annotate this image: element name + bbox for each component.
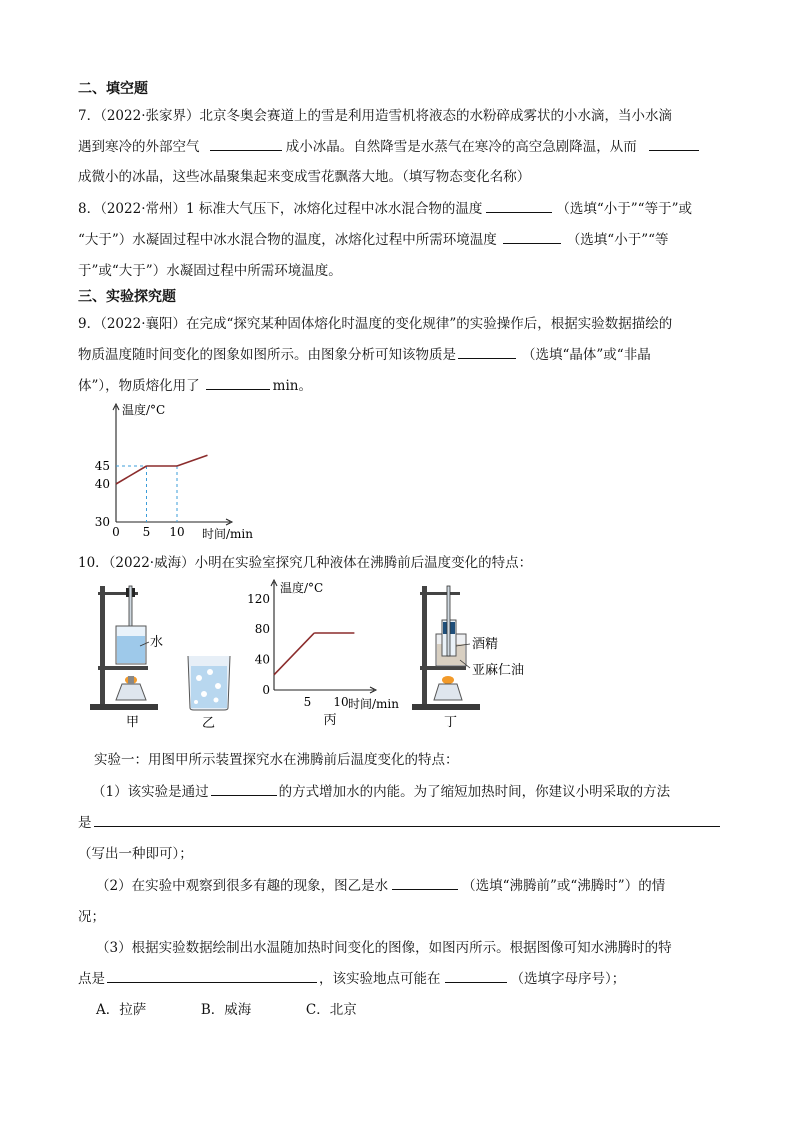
exp1-q3-options xyxy=(96,998,357,1018)
q10-s3-text-b: 点是 xyxy=(78,971,105,987)
q8-line-3: 于”或“大于”）水凝固过程中所需环境温度。 xyxy=(78,263,342,279)
fig-yi-beaker xyxy=(184,650,234,730)
fig-label-bing: 丙 xyxy=(323,713,337,728)
fig-label-water: 水 xyxy=(150,635,164,650)
exp1-q2-line1 xyxy=(96,874,665,894)
q9-text-3b: min。 xyxy=(272,378,312,394)
exp1-q3-line2 xyxy=(78,967,625,987)
exp1-q1-line3: （写出一种即可）； xyxy=(78,846,193,862)
y-tick-label: 45 xyxy=(94,459,110,473)
q10-blank-5[interactable] xyxy=(445,968,507,983)
q10-intro: 10．（2022·威海）小明在实验室探究几种液体在沸腾前后温度变化的特点： xyxy=(78,555,533,571)
q9-text-3a: 体”），物质熔化用了 xyxy=(78,378,200,394)
x-tick-label: 10 xyxy=(169,525,185,539)
fig-ding-apparatus xyxy=(412,580,542,728)
fig-label-alcohol: 酒精 xyxy=(472,637,499,652)
y-axis-label: 温度/°C xyxy=(280,581,324,595)
y-tick-label: 30 xyxy=(94,515,110,529)
q10-s2-text-b: （选填“沸腾前”或“沸腾时”）的情 xyxy=(462,878,666,894)
y-tick-label: 120 xyxy=(247,591,270,606)
q8-blank-2[interactable] xyxy=(503,229,561,244)
q10-blank-3[interactable] xyxy=(392,875,458,890)
q7-blank-1[interactable] xyxy=(210,136,282,151)
q9-text-2a: 物质温度随时间变化的图象如图所示。由图象分析可知该物质是 xyxy=(78,347,456,363)
q10-s3-text-c: ，该实验地点可能在 xyxy=(319,971,441,987)
q10-s1-text-a: （1）该实验是通过 xyxy=(92,784,209,800)
x-tick-label: 5 xyxy=(142,525,151,539)
q9-line-1: 9．（2022·襄阳）在完成“探究某种固体熔化时温度的变化规律”的实验操作后，根据实验数据描绘的 xyxy=(78,316,673,332)
exp1-q3-line1: （3）根据实验数据绘制出水温随加热时间变化的图像，如图丙所示。根据图像可知水沸腾时的特 xyxy=(96,940,672,956)
q10-blank-4[interactable] xyxy=(107,968,317,983)
q10-s2-text-a: （2）在实验中观察到很多有趣的现象，图乙是水 xyxy=(96,878,389,894)
option-c[interactable]: C．北京 xyxy=(305,1002,357,1018)
q10-s1-text-b: 的方式增加水的内能。为了缩短加热时间，你建议小明采取的方法 xyxy=(278,784,671,800)
section-title-fill-in: 二、填空题 xyxy=(78,81,148,97)
y-tick-label: 40 xyxy=(94,477,110,491)
fig-bing-boiling-chart xyxy=(247,578,410,728)
series-segment xyxy=(274,633,314,675)
series-segment xyxy=(177,455,208,466)
q7-line-2 xyxy=(78,135,699,155)
fig-jia-apparatus xyxy=(90,580,180,728)
exp1-q1-line1 xyxy=(92,780,670,800)
q7-blank-2[interactable] xyxy=(649,136,699,151)
q9-blank-2[interactable] xyxy=(206,375,270,390)
q8-text-1a: 8．（2022·常州）1 标准大气压下，冰熔化过程中冰水混合物的温度 xyxy=(78,201,483,217)
q8-text-1b: （选填“小于”“等于”或 xyxy=(556,201,692,217)
q9-text-2b: （选填“晶体”或“非晶 xyxy=(522,347,651,363)
fig-label-jia: 甲 xyxy=(126,715,140,730)
q7-text-2a: 遇到寒冷的外部空气 xyxy=(78,139,200,155)
q10-s3-text-d: （选填字母序号）； xyxy=(510,971,626,987)
q9-chart-svg xyxy=(90,400,290,545)
exp1-q2-line2: 况； xyxy=(78,909,105,925)
q7-text-2b: 成小冰晶。自然降雪是水蒸气在寒冷的高空急剧降温，从而 xyxy=(285,139,637,155)
q7-line-3: 成微小的冰晶，这些冰晶聚集起来变成雪花飘落大地。（填写物态变化名称） xyxy=(78,169,531,185)
exp1-title: 实验一：用图甲所示装置探究水在沸腾前后温度变化的特点： xyxy=(94,752,459,768)
x-axis-label: 时间/min xyxy=(348,697,399,711)
y-tick-label: 40 xyxy=(254,652,270,667)
q8-text-2b: （选填“小于”“等 xyxy=(566,232,669,248)
exp1-q1-line2 xyxy=(78,811,720,831)
y-axis-label: 温度/°C xyxy=(122,403,166,417)
series-segment xyxy=(116,466,147,484)
x-tick-label: 0 xyxy=(112,525,120,539)
option-a[interactable]: A．拉萨 xyxy=(96,1002,147,1018)
q9-blank-1[interactable] xyxy=(458,344,516,359)
bing-chart-svg xyxy=(247,578,410,728)
q9-melting-chart xyxy=(90,400,290,545)
fig-label-ding: 丁 xyxy=(444,715,458,730)
fig-label-oil: 亚麻仁油 xyxy=(472,663,525,678)
section-title-experiment: 三、实验探究题 xyxy=(78,289,176,305)
q9-line-3 xyxy=(78,374,312,394)
option-b[interactable]: B．威海 xyxy=(200,1002,252,1018)
y-tick-label: 0 xyxy=(262,683,270,697)
y-tick-label: 80 xyxy=(254,622,270,637)
q10-blank-1[interactable] xyxy=(211,781,277,796)
q9-line-2 xyxy=(78,343,651,363)
q10-blank-2[interactable] xyxy=(94,812,720,827)
q10-s1-text-c: 是 xyxy=(78,815,92,831)
x-tick-label: 10 xyxy=(333,695,349,709)
q8-line-2 xyxy=(78,228,669,248)
q8-text-2a: “大于”）水凝固过程中冰水混合物的温度，冰熔化过程中所需环境温度 xyxy=(78,232,497,248)
q7-line-1: 7．（2022·张家界）北京冬奥会赛道上的雪是利用造雪机将液态的水粉碎成雾状的小水滴，当小水滴 xyxy=(78,108,672,124)
x-tick-label: 5 xyxy=(303,695,312,709)
fig-label-yi: 乙 xyxy=(202,716,216,731)
x-axis-label: 时间/min xyxy=(202,527,253,541)
q8-line-1 xyxy=(78,197,692,217)
q8-blank-1[interactable] xyxy=(486,198,552,213)
